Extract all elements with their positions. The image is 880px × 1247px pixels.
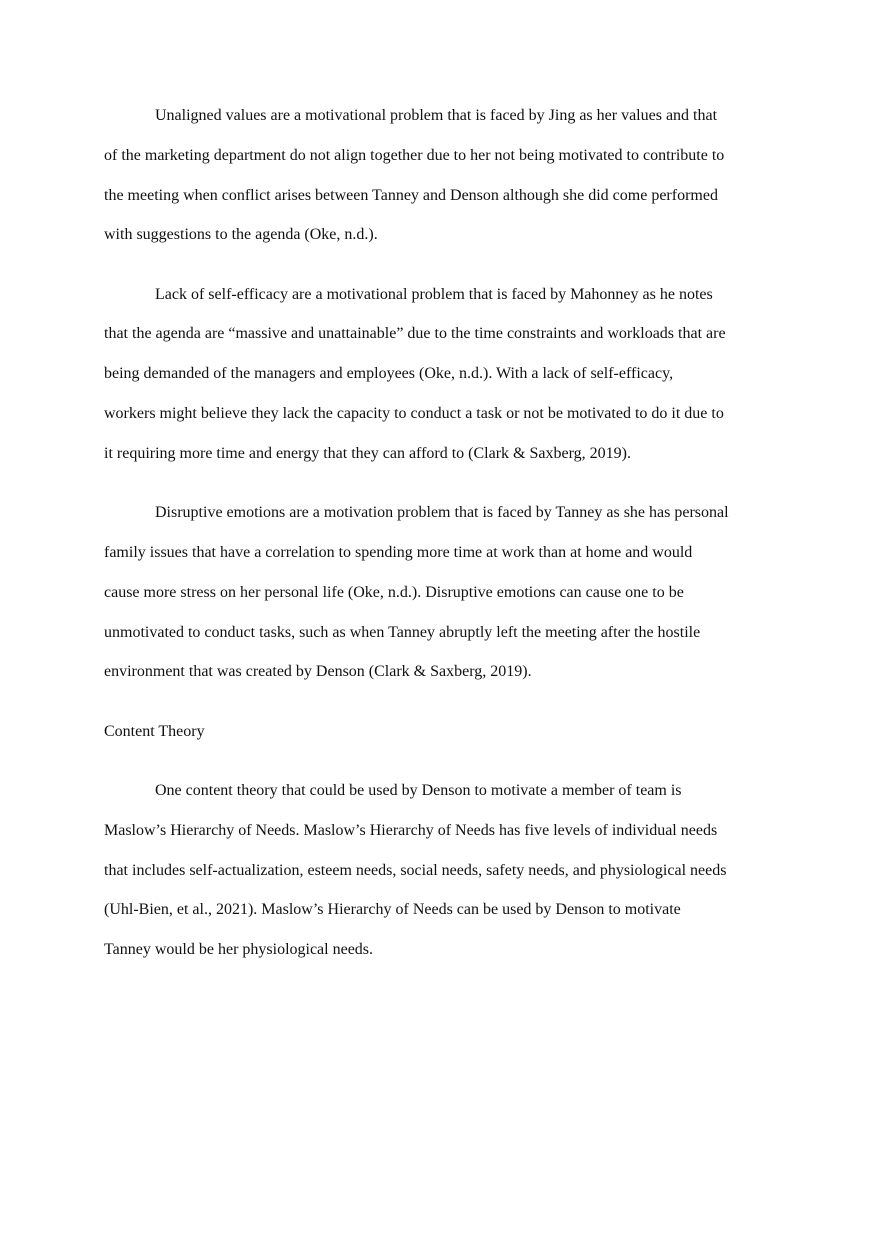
section-heading-content-theory: Content Theory: [104, 722, 205, 740]
text-line: it requiring more time and energy that they can afford to (Clark & Saxberg, 2019).: [104, 444, 631, 462]
paragraph-self-efficacy: [104, 275, 776, 474]
text-line: that includes self-actualization, esteem needs, social needs, safety needs, and physiological needs: [104, 861, 727, 879]
paragraph-content-theory: [104, 771, 776, 970]
text-line: Unaligned values are a motivational problem that is faced by Jing as her values and that: [155, 107, 718, 124]
text-line: Maslow’s Hierarchy of Needs. Maslow’s Hierarchy of Needs has five levels of individual needs: [104, 821, 718, 839]
text-line: being demanded of the managers and employees (Oke, n.d.). With a lack of self-efficacy,: [104, 365, 674, 383]
text-line: environment that was created by Denson (Clark & Saxberg, 2019).: [104, 663, 532, 681]
document-body: [104, 96, 776, 989]
text-line: unmotivated to conduct tasks, such as when Tanney abruptly left the meeting after the hostile: [104, 623, 701, 641]
text-line: Disruptive emotions are a motivation problem that is faced by Tanney as she has personal: [155, 504, 729, 522]
text-line: cause more stress on her personal life (Oke, n.d.). Disruptive emotions can cause one to be: [104, 583, 684, 601]
text-line: of the marketing department do not align together due to her not being motivated to contribute to: [104, 146, 725, 164]
text-line: Tanney would be her physiological needs.: [104, 941, 374, 959]
text-line: that the agenda are “massive and unattainable” due to the time constraints and workloads that are: [104, 325, 726, 343]
text-line: (Uhl-Bien, et al., 2021). Maslow’s Hierarchy of Needs can be used by Denson to motivate: [104, 901, 681, 919]
paragraph-disruptive-emotions: [104, 493, 776, 692]
text-line: Lack of self-efficacy are a motivational problem that is faced by Mahonney as he notes: [155, 285, 713, 303]
text-line: with suggestions to the agenda (Oke, n.d.).: [104, 226, 378, 244]
text-line: family issues that have a correlation to spending more time at work than at home and would: [104, 543, 693, 561]
paragraph-unaligned-values: [104, 96, 776, 255]
text-line: the meeting when conflict arises between Tanney and Denson although she did come performed: [104, 186, 718, 204]
text-line: workers might believe they lack the capacity to conduct a task or not be motivated to do it due to: [104, 405, 724, 423]
text-line: One content theory that could be used by Denson to motivate a member of team is: [155, 781, 682, 799]
